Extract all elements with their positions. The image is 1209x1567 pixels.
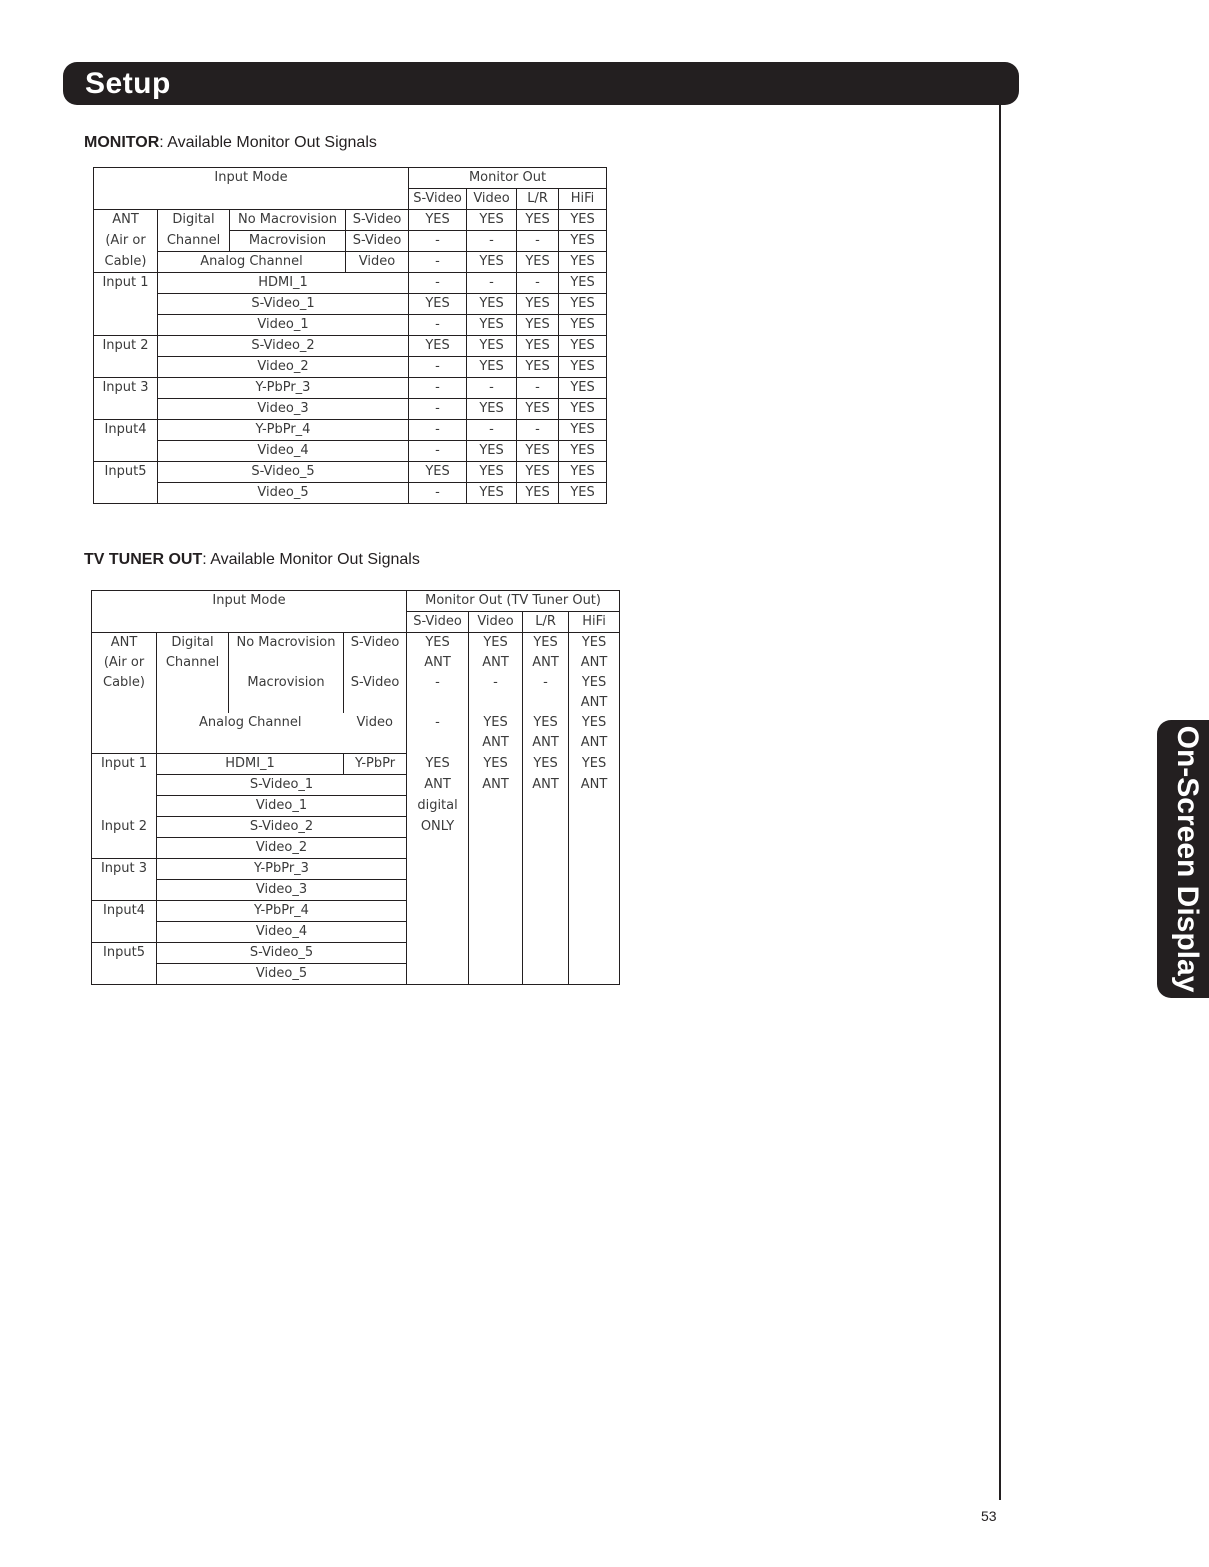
value-cell: YES [559, 462, 607, 483]
value-cell: YES [559, 294, 607, 315]
monitor-heading [84, 134, 377, 152]
tuner-video-type: Video [356, 715, 393, 730]
value-cell: digital [407, 796, 469, 817]
monitor-analog-channel: Analog Channel [158, 252, 346, 273]
value-cell: YES [559, 336, 607, 357]
value-cell: YES [559, 231, 607, 252]
monitor-table [93, 167, 607, 504]
tuner-input-mode: S-Video_2 [157, 817, 407, 838]
monitor-col-svideo: S-Video [409, 189, 467, 210]
page-title: Setup [85, 67, 171, 100]
monitor-input-name: Input4 [94, 420, 158, 462]
value-cell: YES [407, 754, 469, 775]
value-cell: YES [569, 713, 620, 733]
monitor-col-hifi: HiFi [559, 189, 607, 210]
value-cell: ANT [569, 733, 620, 754]
tuner-ypbpr-type: Y-PbPr [344, 754, 407, 775]
value-cell: YES [559, 441, 607, 462]
value-cell: YES [467, 399, 517, 420]
header-bar [63, 62, 1019, 105]
value-cell: YES [559, 315, 607, 336]
monitor-digital-label: Digital [158, 210, 230, 231]
value-cell: ANT [569, 653, 620, 673]
tuner-input-mode: Y-PbPr_3 [157, 859, 407, 880]
value-cell: YES [409, 336, 467, 357]
value-cell: YES [559, 357, 607, 378]
tuner-input-mode: Video_2 [157, 838, 407, 859]
value-cell: - [409, 315, 467, 336]
value-cell: YES [467, 462, 517, 483]
value-cell: - [467, 378, 517, 399]
value-cell: ANT [469, 733, 523, 754]
tuner-macrovision: Macrovision [229, 673, 344, 713]
value-cell: YES [523, 754, 569, 775]
value-cell: ANT [569, 775, 620, 796]
value-cell: YES [559, 210, 607, 231]
page-edge-rule [999, 100, 1001, 1500]
value-cell: ANT [523, 775, 569, 796]
monitor-col-video: Video [467, 189, 517, 210]
tuner-ant-label: Cable) [92, 673, 157, 693]
monitor-svideo-type: S-Video [346, 210, 409, 231]
tuner-heading-bold: TV TUNER OUT [84, 551, 203, 568]
monitor-input-mode: S-Video_1 [158, 294, 409, 315]
value-cell: ONLY [407, 817, 469, 838]
tuner-heading [84, 551, 420, 569]
value-cell: ANT [469, 775, 523, 796]
tuner-input-mode: Video_1 [157, 796, 407, 817]
value-cell: - [409, 483, 467, 504]
monitor-macrovision: Macrovision [230, 231, 346, 252]
tuner-heading-rest: : Available Monitor Out Signals [202, 551, 420, 568]
value-cell: - [517, 273, 559, 294]
value-cell: YES [467, 336, 517, 357]
tuner-col-video: Video [469, 612, 523, 633]
value-cell: YES [409, 210, 467, 231]
value-cell: YES [559, 378, 607, 399]
value-cell: ANT [523, 653, 569, 673]
value-cell: - [407, 713, 469, 754]
value-cell: YES [569, 633, 620, 654]
side-tab-label: On-Screen Display [1171, 725, 1204, 993]
tuner-input-mode: Video_4 [157, 922, 407, 943]
monitor-input-name: Input5 [94, 462, 158, 504]
value-cell: - [409, 357, 467, 378]
value-cell: ANT [407, 653, 469, 673]
tuner-digital-label: Digital [157, 633, 229, 654]
tuner-svideo-type: S-Video [344, 673, 407, 713]
value-cell: YES [523, 713, 569, 733]
monitor-input-name: Input 1 [94, 273, 158, 336]
value-cell: - [517, 231, 559, 252]
value-cell: ANT [407, 775, 469, 796]
value-cell: YES [467, 483, 517, 504]
value-cell: YES [517, 462, 559, 483]
tuner-input-name: Input 2 [92, 817, 157, 859]
tuner-digital-label: Channel [157, 653, 229, 673]
value-cell: YES [407, 633, 469, 654]
value-cell: YES [559, 252, 607, 273]
monitor-input-mode: Video_2 [158, 357, 409, 378]
value-cell: ANT [569, 693, 620, 713]
value-cell: YES [517, 315, 559, 336]
tuner-input-mode: HDMI_1 [157, 754, 344, 775]
monitor-out-header: Monitor Out [409, 168, 607, 189]
monitor-heading-bold: MONITOR [84, 134, 160, 151]
value-cell: - [409, 252, 467, 273]
value-cell: - [467, 273, 517, 294]
tuner-input-mode: Y-PbPr_4 [157, 901, 407, 922]
value-cell: YES [467, 210, 517, 231]
value-cell: YES [517, 294, 559, 315]
value-cell: YES [517, 357, 559, 378]
value-cell: YES [517, 252, 559, 273]
monitor-input-mode: Y-PbPr_3 [158, 378, 409, 399]
value-cell: ANT [469, 653, 523, 673]
monitor-input-mode: HDMI_1 [158, 273, 409, 294]
tuner-input-name: Input5 [92, 943, 157, 985]
monitor-ant-label: (Air or [94, 231, 158, 252]
monitor-input-mode: S-Video_5 [158, 462, 409, 483]
value-cell: - [517, 378, 559, 399]
value-cell: YES [467, 252, 517, 273]
tuner-input-mode: S-Video_5 [157, 943, 407, 964]
value-cell: - [409, 441, 467, 462]
monitor-ant-label: Cable) [94, 252, 158, 273]
monitor-no-macrovision: No Macrovision [230, 210, 346, 231]
value-cell: - [523, 673, 569, 713]
monitor-digital-label: Channel [158, 231, 230, 252]
tuner-svideo-type: S-Video [344, 633, 407, 674]
monitor-input-name: Input 2 [94, 336, 158, 378]
value-cell: ANT [523, 733, 569, 754]
monitor-svideo-type: S-Video [346, 231, 409, 252]
value-cell: YES [469, 633, 523, 654]
monitor-input-name: Input 3 [94, 378, 158, 420]
monitor-input-mode: Video_5 [158, 483, 409, 504]
tuner-col-lr: L/R [523, 612, 569, 633]
tuner-no-macrovision: No Macrovision [229, 633, 344, 674]
value-cell: YES [569, 754, 620, 775]
value-cell: YES [569, 673, 620, 693]
tuner-ant-label: ANT [92, 633, 157, 654]
value-cell: YES [559, 273, 607, 294]
value-cell: - [409, 231, 467, 252]
tuner-ant-label: (Air or [92, 653, 157, 673]
value-cell: - [407, 673, 469, 713]
monitor-input-mode: Video_3 [158, 399, 409, 420]
monitor-input-mode: S-Video_2 [158, 336, 409, 357]
page-number: 53 [981, 1508, 997, 1524]
value-cell: YES [517, 483, 559, 504]
tuner-input-mode: Video_3 [157, 880, 407, 901]
tuner-out-header: Monitor Out (TV Tuner Out) [407, 591, 620, 612]
value-cell: - [409, 378, 467, 399]
monitor-video-type: Video [346, 252, 409, 273]
monitor-input-mode-header: Input Mode [94, 168, 409, 210]
tuner-analog-channel: Analog Channel [157, 713, 344, 754]
monitor-ant-label: ANT [94, 210, 158, 231]
monitor-heading-rest: : Available Monitor Out Signals [159, 134, 377, 151]
tuner-input-mode-header: Input Mode [92, 591, 407, 633]
value-cell: YES [409, 294, 467, 315]
value-cell: YES [559, 399, 607, 420]
value-cell: YES [559, 483, 607, 504]
tuner-input-name: Input 1 [92, 754, 157, 817]
tuner-input-name: Input 3 [92, 859, 157, 901]
value-cell: - [517, 420, 559, 441]
value-cell: YES [467, 357, 517, 378]
value-cell: YES [467, 294, 517, 315]
value-cell: YES [517, 399, 559, 420]
value-cell: YES [517, 336, 559, 357]
value-cell: - [409, 399, 467, 420]
monitor-input-mode: Video_4 [158, 441, 409, 462]
value-cell: YES [467, 441, 517, 462]
value-cell: - [467, 420, 517, 441]
value-cell: - [467, 231, 517, 252]
tuner-col-svideo: S-Video [407, 612, 469, 633]
tuner-col-hifi: HiFi [569, 612, 620, 633]
value-cell: YES [517, 441, 559, 462]
value-cell: - [409, 420, 467, 441]
monitor-col-lr: L/R [517, 189, 559, 210]
value-cell: - [469, 673, 523, 713]
tuner-table [91, 590, 620, 985]
value-cell: YES [409, 462, 467, 483]
tuner-input-mode: S-Video_1 [157, 775, 407, 796]
tuner-input-name: Input4 [92, 901, 157, 943]
monitor-input-mode: Y-PbPr_4 [158, 420, 409, 441]
monitor-input-mode: Video_1 [158, 315, 409, 336]
value-cell: - [409, 273, 467, 294]
value-cell: YES [469, 713, 523, 733]
value-cell: YES [523, 633, 569, 654]
value-cell: YES [469, 754, 523, 775]
tuner-input-mode: Video_5 [157, 964, 407, 985]
value-cell: YES [517, 210, 559, 231]
value-cell: YES [559, 420, 607, 441]
value-cell: YES [467, 315, 517, 336]
